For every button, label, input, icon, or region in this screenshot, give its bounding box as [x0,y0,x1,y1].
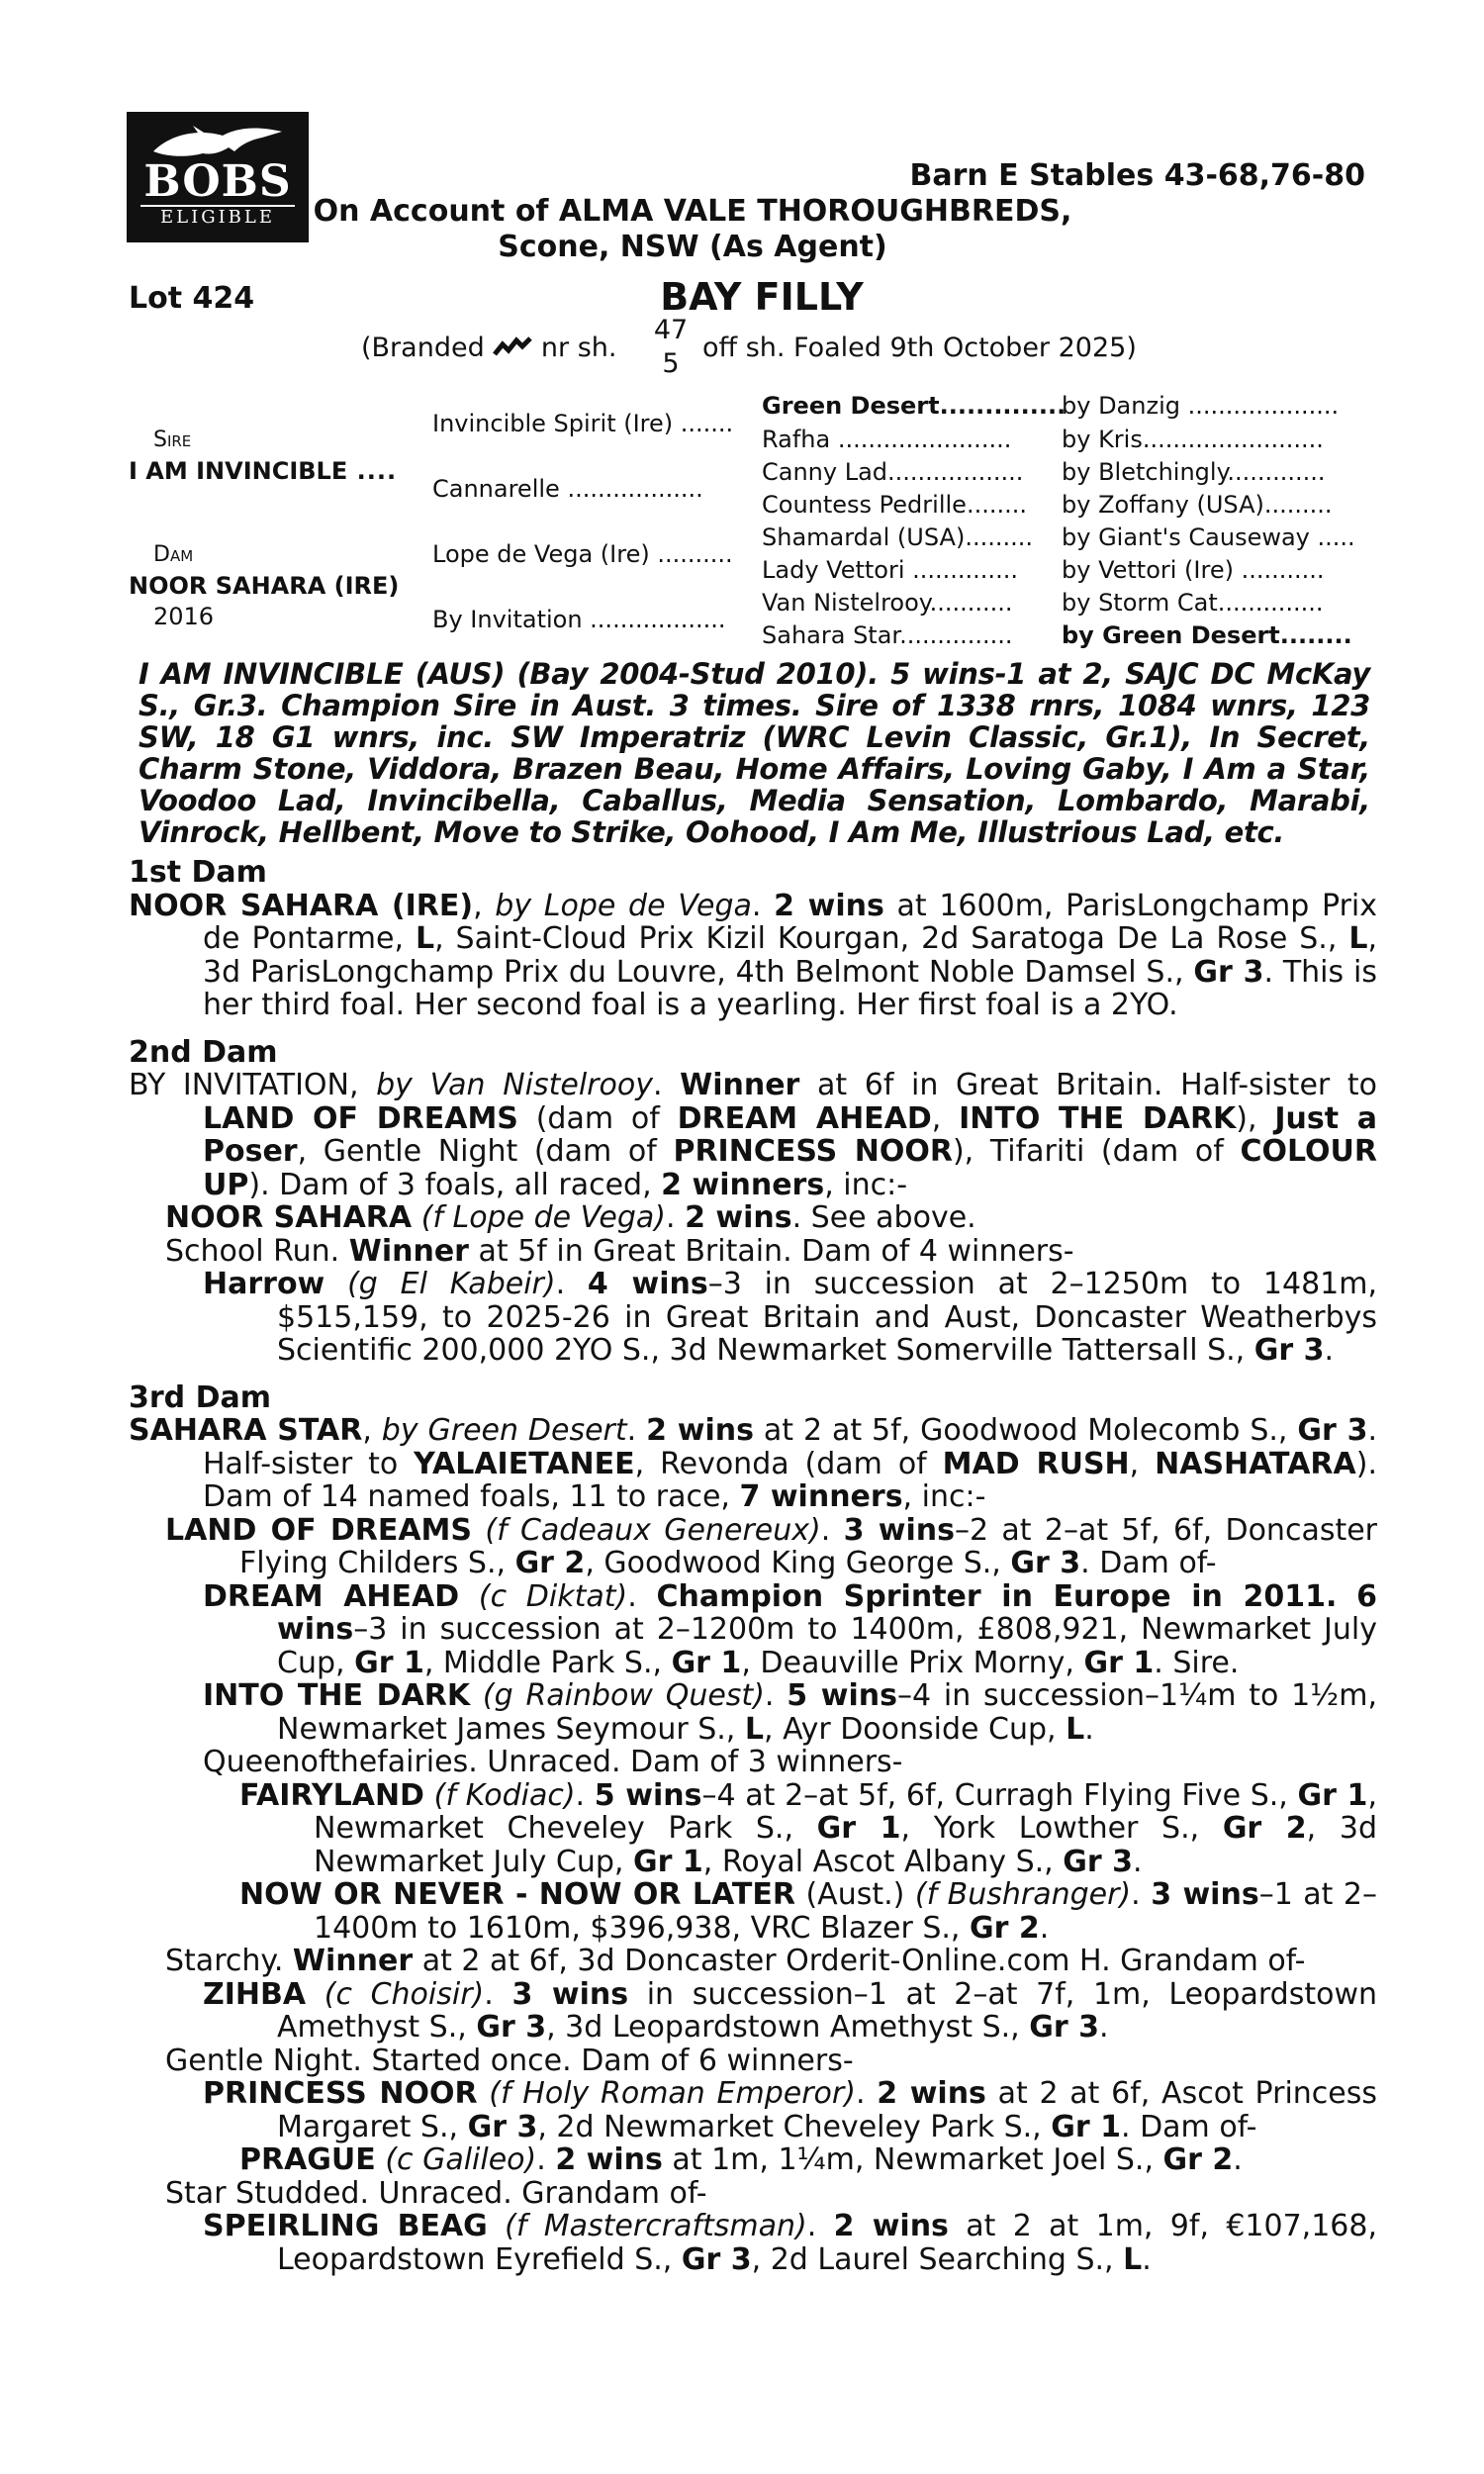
brand-prefix: (Branded [361,333,485,363]
progeny-entry: INTO THE DARK (g Rainbow Quest). 5 wins–4 in succession–1¼m to 1½m, Newmarket James Seymour S., L, Ayr Doonside Cup, L. [203,1678,1378,1747]
pedigree-gen3-sire: by Giant's Causeway ..... [1062,523,1355,551]
brand-number-top: 47 [653,315,689,345]
second-dam-heading: 2nd Dam [129,1034,278,1070]
progeny-entry: SPEIRLING BEAG (f Mastercraftsman). 2 wins at 2 at 1m, 9f, €107,168, Leopardstown Eyrefield S., Gr 3, 2d Laurel Searching S., L. [203,2209,1377,2277]
pedigree-gen3-sire: by Bletchingly............. [1062,458,1326,486]
progeny-entry: NOOR SAHARA (f Lope de Vega). 2 wins. See above. [165,1200,976,1235]
pedigree-gen3-sire: by Kris........................ [1062,426,1324,453]
progeny-entry: Harrow (g El Kabeir). 4 wins–3 in succession at 2–1250m to 1481m, $515,159, to 2025-26 in Great Britain and Aust, Doncaster Weatherbys Scientific 200,000 2YO S., 3d Newmarket Somerville Tattersall S., Gr 3. [203,1267,1378,1368]
progeny-entry: LAND OF DREAMS (f Cadeaux Genereux). 3 wins–2 at 2–at 5f, 6f, Doncaster Flying Childers S., Gr 2, Goodwood King George S., Gr 3. Dam of- [165,1512,1378,1580]
sire-name: I AM INVINCIBLE .... [129,457,398,485]
third-dam-heading: 3rd Dam [129,1380,271,1415]
lot-title: BAY FILLY [660,275,864,319]
pedigree-gen2: Cannarelle .................. [432,475,703,503]
pedigree-gen3: Rafha ....................... [762,426,1012,453]
catalogue-body [129,856,1377,2276]
logo-text-main: BOBS [143,156,292,207]
vendor-location: Scone, NSW (As Agent) [498,230,887,264]
pedigree-gen3-sire: by Vettori (Ire) ........... [1062,556,1325,584]
progeny-entry: Starchy. Winner at 2 at 6f, 3d Doncaster Orderit-Online.com H. Grandam of- [165,1944,1306,1978]
foaling-date: off sh. Foaled 9th October 2025) [702,333,1137,363]
logo-text-sub: ELIGIBLE [140,205,295,229]
dam-label: Dam [153,542,194,567]
progeny-entry: School Run. Winner at 5f in Great Britain. Dam of 4 winners- [165,1233,1074,1269]
dam-year: 2016 [153,603,215,630]
brand-number-bottom: 5 [662,348,680,379]
pedigree-gen2: Lope de Vega (Ire) .......... [432,540,733,568]
stables-location: Barn E Stables 43-68,76-80 [909,158,1365,193]
progeny-entry: PRINCESS NOOR (f Holy Roman Emperor). 2 wins at 2 at 6f, Ascot Princess Margaret S., Gr 3, 2d Newmarket Cheveley Park S., Gr 1. Dam of- [203,2076,1377,2144]
sire-label: Sire [153,428,192,452]
progeny-entry: Queenofthefairies. Unraced. Dam of 3 winners- [203,1745,903,1779]
brand-mark-icon [493,336,532,358]
first-dam-heading: 1st Dam [129,855,267,890]
pedigree-gen3: Sahara Star............... [762,621,1013,649]
pedigree-gen3-sire: by Danzig .................... [1062,392,1340,420]
vendor-account: On Account of ALMA VALE THOROUGHBREDS, [313,194,1072,229]
progeny-entry: PRAGUE (c Galileo). 2 wins at 1m, 1¼m, Newmarket Joel S., Gr 2. [239,2142,1243,2177]
third-dam-paragraph: SAHARA STAR, by Green Desert. 2 wins at 2 at 5f, Goodwood Molecomb S., Gr 3. Half-sister to YALAIETANEE, Revonda (dam of MAD RUSH, NASHATARA). Dam of 14 named foals, 11 to race, 7 winners, inc:- [129,1413,1378,1514]
second-dam-paragraph: BY INVITATION, by Van Nistelrooy. Winner at 6f in Great Britain. Half-sister to LAND OF DREAMS (dam of DREAM AHEAD, INTO THE DARK), Just a Poser, Gentle Night (dam of PRINCESS NOOR), Tifariti (dam of COLOUR UP). Dam of 3 foals, all raced, 2 winners, inc:- [129,1068,1378,1202]
progeny-entry: Gentle Night. Started once. Dam of 6 winners- [165,2043,854,2078]
pedigree-gen3: Shamardal (USA)......... [762,523,1033,551]
bobs-eligible-logo [127,112,309,242]
pedigree-gen3: Lady Vettori .............. [762,556,1018,584]
pedigree-gen3: Van Nistelrooy........... [762,589,1013,617]
sire-summary: I AM INVINCIBLE (AUS) (Bay 2004-Stud 2010). 5 wins-1 at 2, SAJC DC McKay S., Gr.3. Champion Sire in Aust. 3 times. Sire of 1338 rnrs, 1084 wnrs, 123 SW, 18 G1 wnrs, inc. SW Imperatriz (WRC Levin Classic, Gr.1), In Secret, Charm Stone, Viddora, Brazen Beau, Home Affairs, Loving Gaby, I Am a Star, Voodoo Lad, Invincibella, Caballus, Media Sensation, Lombardo, Marabi, Vinrock, Hellbent, Move to Strike, Oohood, I Am Me, Illustrious Lad, etc. [139,657,1370,849]
pedigree-gen2: By Invitation .................. [432,606,726,633]
racing-horse-icon [143,122,292,161]
pedigree-gen3-sire: by Zoffany (USA)......... [1062,491,1333,519]
pedigree-gen2: Invincible Spirit (Ire) ....... [432,410,734,437]
pedigree-gen3: Countess Pedrille........ [762,491,1027,519]
pedigree-gen3: Canny Lad.................. [762,458,1024,486]
pedigree-gen3: Green Desert.............. [762,392,1067,420]
lot-number: Lot 424 [129,281,255,316]
progeny-entry: FAIRYLAND (f Kodiac). 5 wins–4 at 2–at 5f, 6f, Curragh Flying Five S., Gr 1, Newmarket Cheveley Park S., Gr 1, York Lowther S., Gr 2, 3d Newmarket July Cup, Gr 1, Royal Ascot Albany S., Gr 3. [239,1777,1377,1879]
progeny-entry: Star Studded. Unraced. Grandam of- [165,2175,707,2211]
brand-near: nr sh. [540,333,617,363]
progeny-entry: ZIHBA (c Choisir). 3 wins in succession–1 at 2–at 7f, 1m, Leopardstown Amethyst S., Gr 3, 3d Leopardstown Amethyst S., Gr 3. [203,1976,1378,2045]
progeny-entry: NOW OR NEVER - NOW OR LATER (Aust.) (f Bushranger). 3 wins–1 at 2–1400m to 1610m, $396,938, VRC Blazer S., Gr 2. [239,1877,1378,1946]
dam-name: NOOR SAHARA (IRE) [129,572,400,600]
pedigree-gen3-sire: by Storm Cat.............. [1062,589,1324,617]
pedigree-gen3-sire: by Green Desert........ [1062,621,1352,649]
brand-line [361,333,616,363]
first-dam-paragraph: NOOR SAHARA (IRE), by Lope de Vega. 2 wins at 1600m, ParisLongchamp Prix de Pontarme, L, Saint-Cloud Prix Kizil Kourgan, 2d Saratoga De La Rose S., L, 3d ParisLongchamp Prix du Louvre, 4th Belmont Noble Damsel S., Gr 3. This is her third foal. Her second foal is a yearling. Her first foal is a 2YO. [129,888,1377,1022]
progeny-entry: DREAM AHEAD (c Diktat). Champion Sprinter in Europe in 2011. 6 wins–3 in succession at 2–1200m to 1400m, £808,921, Newmarket July Cup, Gr 1, Middle Park S., Gr 1, Deauville Prix Morny, Gr 1. Sire. [203,1578,1378,1680]
